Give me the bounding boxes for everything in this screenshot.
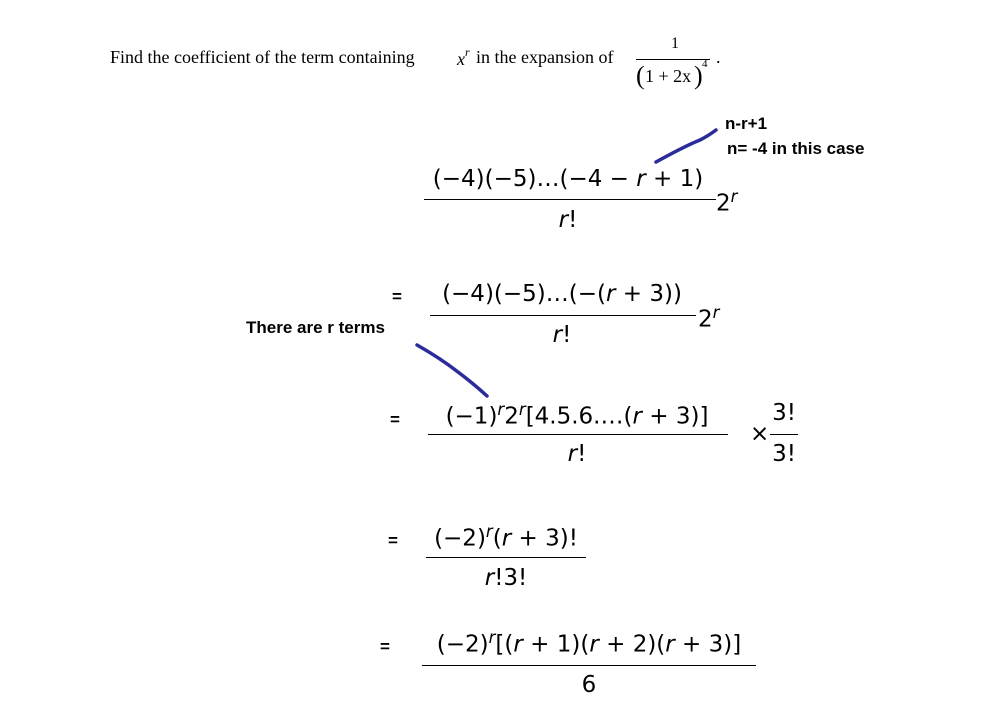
annotation-n-value: n= -4 in this case (727, 139, 865, 158)
question-fraction-numerator: 1 (671, 35, 679, 52)
step-3-equals: = (390, 410, 400, 429)
step-1-numerator: (−4)(−5)…(−4 − r + 1) (432, 166, 704, 192)
ink-stroke-upper (656, 130, 716, 162)
step-4-fraction-bar (426, 557, 586, 558)
step-4-denominator: r!3! (484, 565, 528, 591)
step-5-denominator: 6 (581, 672, 597, 698)
step-3-fraction-bar (428, 434, 728, 435)
step-3-numerator: $(-1)^r2^r[4.5.6.\dots(r + 3)]$ (445, 400, 709, 430)
step-1-trailing: 2$^r$ (716, 187, 738, 217)
step-3-extra-fraction-bar (770, 434, 798, 435)
step-3-times: × (750, 421, 770, 447)
step-1-denominator: r! (558, 207, 578, 233)
question-prefix: Find the coefficient of the term containing (110, 47, 415, 67)
question-period: . (716, 47, 721, 67)
question-fraction-exponent: 4 (702, 58, 708, 70)
step-2-numerator: (−4)(−5)…(−(r + 3)) (442, 281, 682, 307)
step-3-extra-denominator: 3! (772, 441, 796, 467)
annotation-r-terms: There are r terms (246, 318, 385, 337)
question-fraction-close-paren: ) (694, 61, 703, 90)
step-3-denominator: r! (567, 441, 587, 467)
question-variable-exponent: r (465, 45, 470, 59)
step-2-fraction-bar (430, 315, 696, 316)
step-5-numerator: $(-2)^r[(r + 1)(r + 2)(r + 3)]$ (436, 628, 742, 658)
step-1-fraction-bar (424, 199, 716, 200)
step-4-numerator: $(-2)^r(r + 3)$! (434, 522, 578, 552)
question-variable: $x^r$ (457, 45, 470, 69)
step-4-equals: = (388, 531, 398, 550)
step-3-extra-numerator: 3! (772, 400, 796, 426)
question-middle: in the expansion of (476, 47, 614, 67)
question-fraction-open-paren: ( (636, 61, 645, 90)
step-2-denominator: r! (552, 322, 572, 348)
step-2-trailing: 2$^r$ (698, 303, 720, 333)
question (0, 0, 1008, 100)
step-2-equals: = (392, 287, 402, 306)
annotation-n-r-plus-1: n-r+1 (725, 114, 768, 133)
step-5-equals: = (380, 637, 390, 656)
ink-stroke-lower (417, 345, 487, 396)
question-fraction-denominator: 1 + 2x (645, 66, 692, 86)
question-fraction-bar (636, 59, 710, 60)
step-5-fraction-bar (422, 665, 756, 666)
